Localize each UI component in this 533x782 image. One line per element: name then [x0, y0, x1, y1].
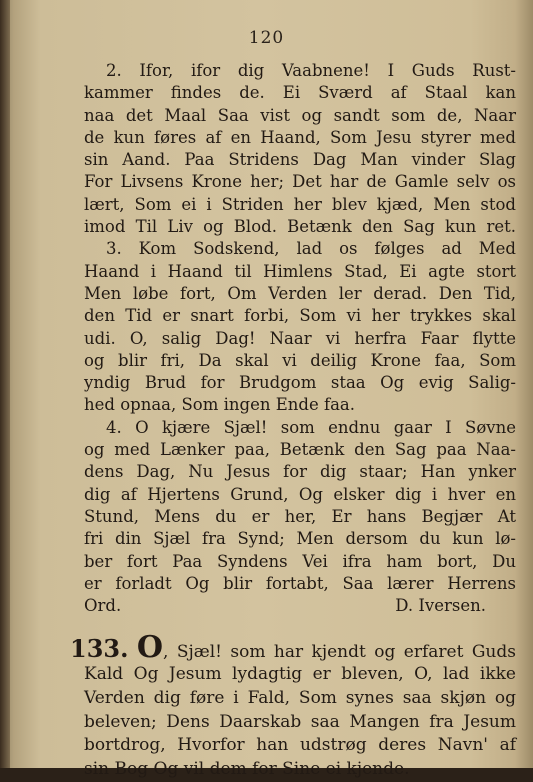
hymn-first-line-text: , Sjæl! som har kjendt og erfaret Guds	[163, 642, 516, 663]
hymn-first-line	[70, 630, 516, 666]
verse-line: hed opnaa, Som ingen Ende faa.	[84, 395, 355, 415]
verse-line: er forladt Og blir fortabt, Saa lærer Herrens	[84, 573, 516, 593]
verse-line: 2. Ifor, ifor dig Vaabnene! I Guds Rust-	[106, 61, 516, 80]
verse-line: kammer findes de. Ei Sværd af Staal kan	[84, 83, 516, 103]
verse-final-word: Ord.	[84, 596, 122, 616]
hymn-line: sin Bog Og vil dem for Sine ei kjende.	[84, 759, 410, 780]
hymn-line: bortdrog, Hvorfor han udstrøg deres Navn' af	[84, 735, 516, 756]
page-text	[70, 60, 516, 782]
verse-line: Men løbe fort, Om Verden ler derad. Den Tid,	[84, 283, 516, 303]
verse-closing-line	[84, 595, 516, 617]
verse-line: og med Lænker paa, Betænk den Sag paa Naa-	[84, 440, 516, 460]
verse-line: naa det Maal Saa vist og sandt som de, Naar	[84, 105, 516, 125]
verse-line: 4. O kjære Sjæl! som endnu gaar I Søvne	[106, 417, 516, 437]
hymn-number: 133.	[70, 634, 129, 664]
verse-line: Haand i Haand til Himlens Stad, Ei agte stort	[84, 261, 516, 281]
verse-line: og blir fri, Da skal vi deilig Krone faa, Som	[84, 350, 516, 370]
verse-line: de kun føres af en Haand, Som Jesu styrer med	[84, 127, 516, 147]
hymn-133	[70, 630, 516, 781]
verse-line: imod Til Liv og Blod. Betænk den Sag kun ret.	[84, 217, 516, 237]
page-number: 120	[248, 28, 285, 48]
verse-line: For Livsens Krone her; Det har de Gamle selv os	[84, 172, 516, 192]
verse-line: sin Aand. Paa Stridens Dag Man vinder Slag	[84, 150, 516, 170]
verse-line: fri din Sjæl fra Synd; Men dersom du kun lø-	[84, 529, 516, 549]
verse-line: dig af Hjertens Grund, Og elsker dig i hver en	[84, 484, 516, 504]
hymn-line: Verden dig føre i Fald, Som synes saa skjøn og	[84, 688, 516, 709]
verse-line: lært, Som ei i Striden her blev kjæd, Men stod	[84, 194, 516, 214]
verse-line: Stund, Mens du er her, Er hans Begjær At	[84, 506, 516, 526]
verse-3	[84, 238, 516, 416]
verse-line: ber fort Paa Syndens Vei ifra ham bort, Du	[84, 551, 516, 571]
verse-2	[84, 60, 516, 238]
verse-line: yndig Brud for Brudgom staa Og evig Salig-	[84, 373, 516, 393]
verse-4	[84, 417, 516, 618]
verse-line: 3. Kom Sodskend, lad os følges ad Med	[106, 239, 516, 259]
verse-line: dens Dag, Nu Jesus for dig staar; Han ynker	[84, 462, 516, 482]
hymn-dropcap: O	[136, 630, 164, 666]
hymn-line: Kald Og Jesum lydagtig er bleven, O, lad ikke	[84, 664, 516, 685]
hymn-line: beleven; Dens Daarskab saa Mangen fra Jesum	[84, 711, 516, 732]
verse-line: den Tid er snart forbi, Som vi her trykkes skal	[84, 306, 516, 326]
hymn-author: D. Iversen.	[395, 596, 486, 616]
page-gutter	[0, 0, 10, 768]
verse-line: udi. O, salig Dag! Naar vi herfra Faar flytte	[84, 328, 516, 348]
